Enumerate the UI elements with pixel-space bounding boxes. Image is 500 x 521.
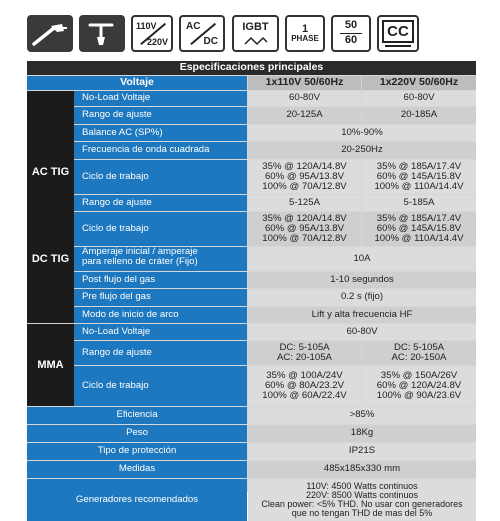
table-row: Eficiencia >85% — [27, 407, 476, 424]
section-ac-tig: AC TIG — [27, 91, 74, 253]
table-row: Medidas 485x185x330 mm — [27, 461, 476, 478]
table-row: Peso 18Kg — [27, 425, 476, 442]
frequency-50-60-icon: $\frac{50}{60}$ — [331, 15, 371, 52]
table-row: Amperaje inicial / amperaje para relleno de cráter (Fijo) 10A — [27, 247, 476, 271]
mma-electrode-icon — [79, 15, 125, 52]
table-row: Ciclo de trabajo 35% @ 120A/14.8V 60% @ 95A/13.8V 100% @ 70A/12.8V 35% @ 185A/17.4V 60% @ 145A/15.8V 100% @ 110A/14.4V — [27, 212, 476, 246]
table-title: Especificaciones principales — [27, 61, 476, 75]
table-row: No-Load Voltaje 60-80V — [27, 324, 476, 340]
section-mma: MMA — [27, 324, 74, 406]
table-row: Ciclo de trabajo 35% @ 100A/24V 60% @ 80A/23.2V 100% @ 60A/22.4V 35% @ 150A/26V 60% @ 120A/24.8V 100% @ 90A/23.6V — [27, 366, 476, 406]
table-row: Rango de ajuste DC: 5-105A AC: 20-105A DC: 5-105A AC: 20-150A — [27, 341, 476, 365]
tig-torch-icon — [27, 15, 73, 52]
table-row: Ciclo de trabajo 35% @ 120A/14.8V 60% @ 95A/13.8V 100% @ 70A/12.8V 35% @ 185A/17.4V 60% @ 145A/15.8V 100% @ 110A/14.4V — [27, 160, 476, 194]
col-220v-header: 1x220V 50/60Hz — [362, 76, 476, 90]
col-110v-header: 1x110V 50/60Hz — [248, 76, 361, 90]
specifications-table — [27, 61, 476, 518]
table-row: Rango de ajuste 5-125A 5-185A — [27, 195, 476, 211]
table-row: Post flujo del gas 1-10 segundos — [27, 272, 476, 288]
one-phase-icon: 1 PHASE — [285, 15, 325, 52]
igbt-icon: IGBT — [232, 15, 279, 52]
table-row: Generadores recomendados 110V: 4500 Watts continuos 220V: 8500 Watts continuos Clean power: <5% THD. No usar con generadores que no tengan THD de mas del 5% — [27, 479, 476, 492]
voltage-header-label: Voltaje — [27, 76, 247, 90]
feature-icon-strip — [27, 15, 477, 55]
table-row: Modo de inicio de arco Lift y alta frecuencia HF — [27, 307, 476, 323]
voltage-header-row — [27, 76, 476, 90]
table-row: Balance AC (SP%) 10%-90% — [27, 125, 476, 141]
section-dc-tig: DC TIG — [27, 195, 74, 323]
table-row: Frecuencia de onda cuadrada 20-250Hz — [27, 142, 476, 159]
table-row: No-Load Voltaje 60-80V 60-80V — [27, 91, 476, 106]
table-row: Pre flujo del gas 0.2 s (fijo) — [27, 289, 476, 306]
voltage-110-220-icon: 110V 220V — [131, 15, 173, 52]
cc-icon: CC — [377, 15, 419, 52]
table-row: Rango de ajuste 20-125A 20-185A — [27, 107, 476, 124]
ac-dc-icon: AC DC — [179, 15, 225, 52]
table-row: Tipo de protección IP21S — [27, 443, 476, 460]
